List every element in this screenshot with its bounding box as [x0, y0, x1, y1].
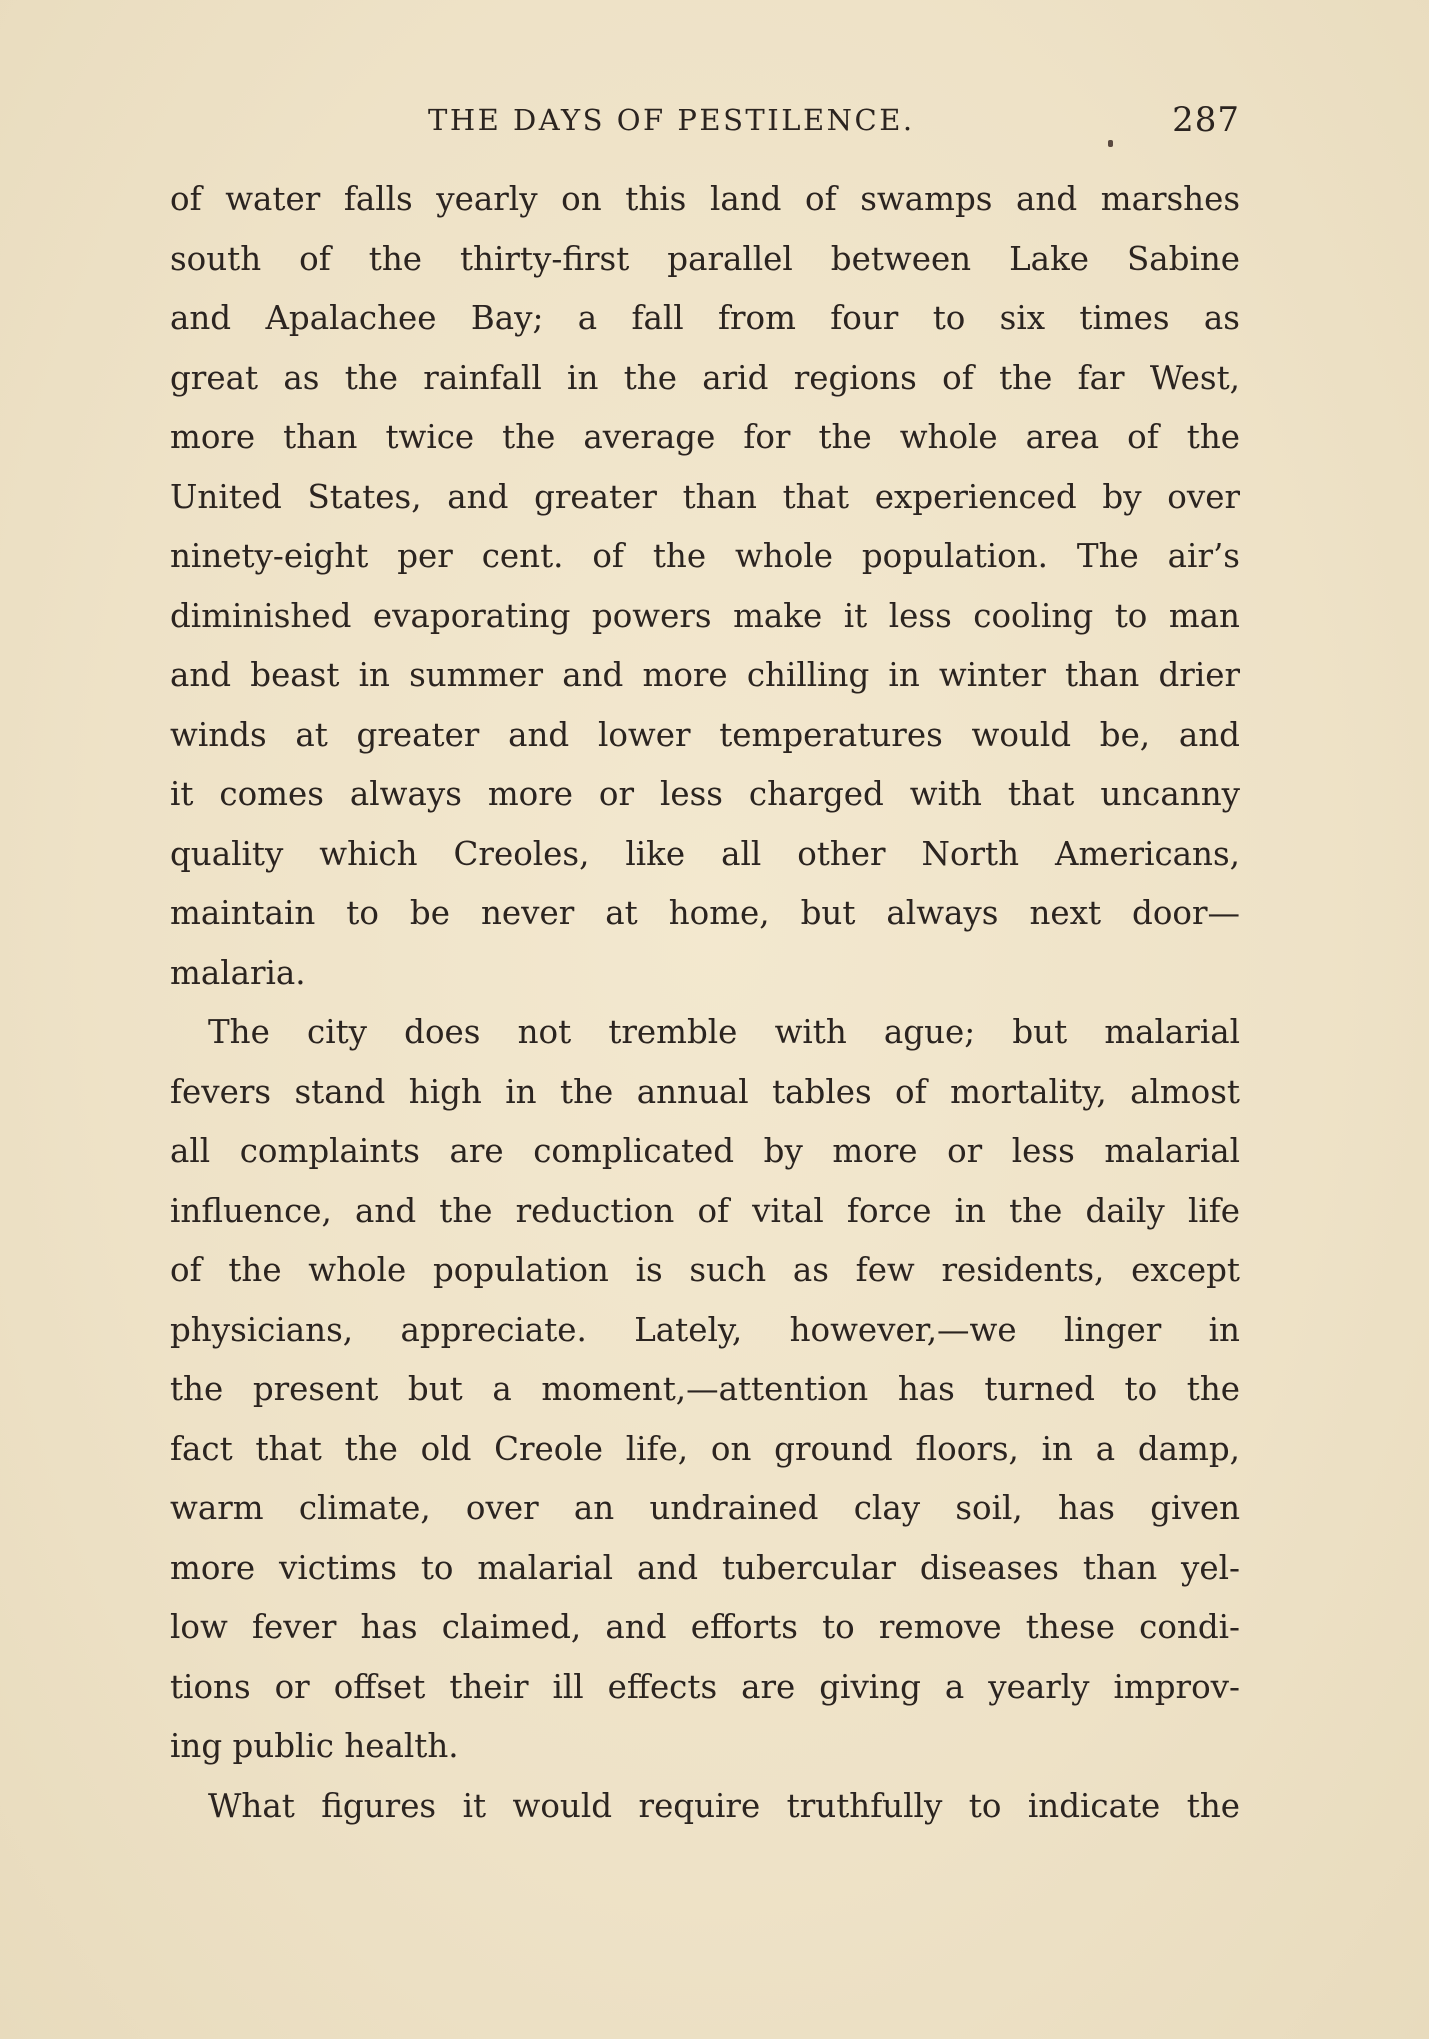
text-line: diminished evaporating powers make it less cooling to man	[170, 596, 1240, 635]
running-title: THE DAYS OF PESTILENCE.	[428, 103, 915, 137]
text-line: physicians, appreciate. Lately, however,—we linger in	[170, 1310, 1240, 1349]
text-line: tions or offset their ill effects are giving a yearly improv-	[170, 1667, 1240, 1706]
page-number: 287	[1172, 100, 1240, 140]
text-line: warm climate, over an undrained clay soil, has given	[170, 1489, 1240, 1527]
ink-dot	[1108, 140, 1113, 147]
text-line: fact that the old Creole life, on ground floors, in a damp,	[170, 1429, 1240, 1468]
text-line: and beast in summer and more chilling in winter than drier	[170, 656, 1240, 694]
paragraph-start-line: The city does not tremble with ague; but malarial	[208, 1013, 1240, 1051]
text-line: and Apalachee Bay; a fall from four to six times as	[170, 299, 1240, 337]
text-line: ninety-eight per cent. of the whole population. The air’s	[170, 537, 1240, 575]
paragraph-end-line: malaria.	[170, 953, 306, 992]
text-line: it comes always more or less charged with that uncanny	[170, 775, 1240, 813]
text-line: of the whole population is such as few residents, except	[170, 1251, 1240, 1289]
text-line: maintain to be never at home, but always next door—	[170, 894, 1240, 932]
text-line: more victims to malarial and tubercular diseases than yel-	[170, 1548, 1240, 1587]
text-line: more than twice the average for the whole area of the	[170, 418, 1240, 456]
text-line: quality which Creoles, like all other North Americans,	[170, 834, 1240, 873]
text-line: south of the thirty-first parallel between Lake Sabine	[170, 239, 1240, 278]
paragraph-start-line: What figures it would require truthfully to indicate the	[208, 1786, 1240, 1825]
text-line: United States, and greater than that experienced by over	[170, 477, 1240, 516]
text-line: great as the rainfall in the arid regions of the far West,	[170, 358, 1240, 397]
paragraph-end-line: ing public health.	[170, 1727, 459, 1765]
text-line: winds at greater and lower temperatures would be, and	[170, 715, 1240, 754]
text-line: fevers stand high in the annual tables of mortality, almost	[170, 1072, 1240, 1111]
text-line: of water falls yearly on this land of swamps and marshes	[170, 180, 1240, 218]
text-line: low fever has claimed, and efforts to remove these condi-	[170, 1608, 1240, 1646]
running-head	[170, 98, 1240, 142]
text-line: the present but a moment,—attention has turned to the	[170, 1370, 1240, 1408]
text-line: all complaints are complicated by more or less malarial	[170, 1132, 1240, 1170]
body-text	[170, 170, 1240, 1836]
text-line: influence, and the reduction of vital force in the daily life	[170, 1191, 1240, 1230]
